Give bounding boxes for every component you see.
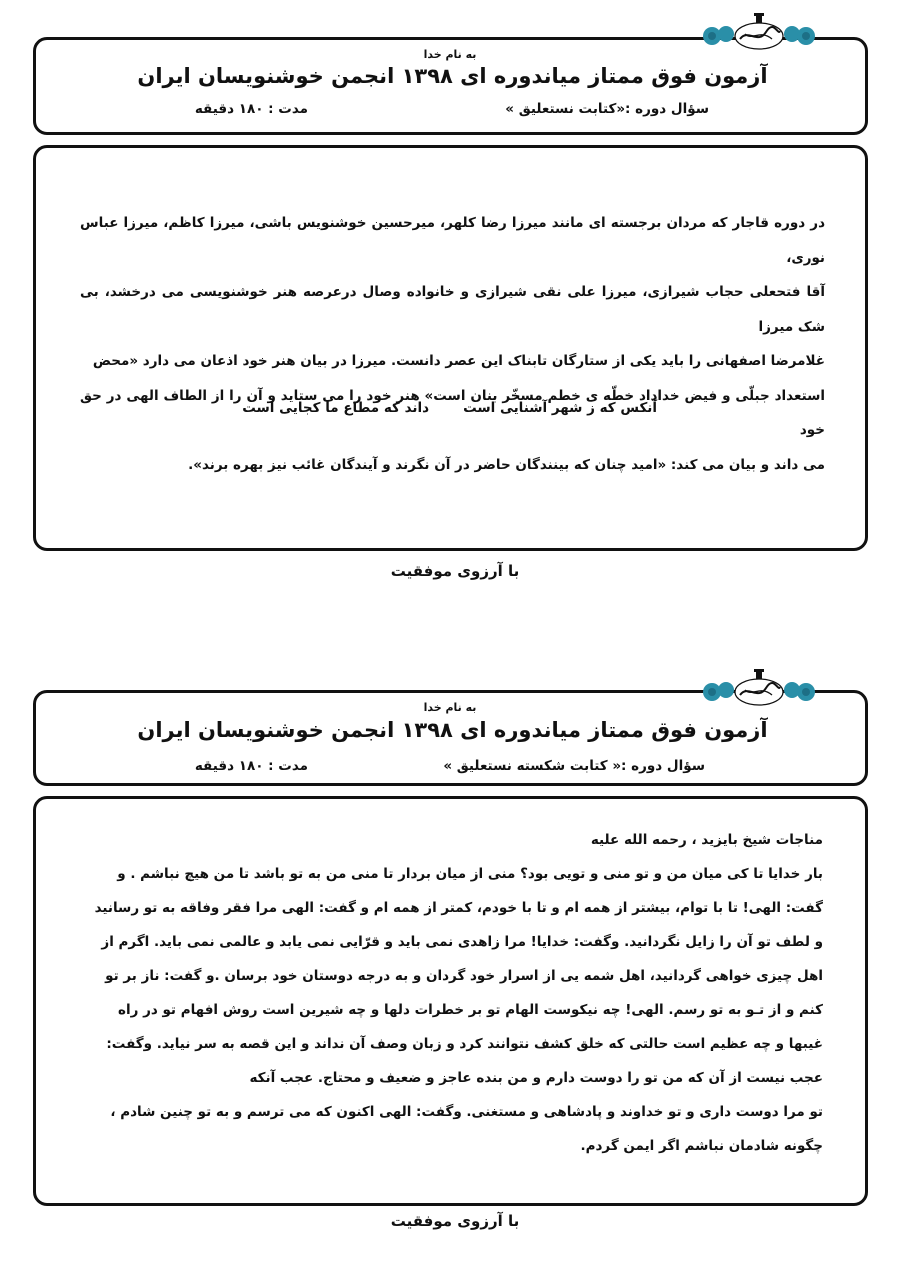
passage-line: عجب نیست از آن که من تو را دوست دارم و من بنده عاجز و ضعیف و محتاج. عجب آنکه xyxy=(249,1070,823,1086)
exam-duration: مدت : ۱۸۰ دقیقه xyxy=(194,101,308,117)
exam-1-passage xyxy=(80,206,825,482)
bismillah: به نام خدا xyxy=(423,701,477,714)
passage-line: بار خدایا تا کی میان من و تو منی و تویی بود؟ منی از میان بردار تا منی من به تو باشد تا من هیچ نباشم . و xyxy=(117,866,823,882)
exam-subject: سؤال دوره :« کتابت شکسته نستعلیق » xyxy=(443,758,705,774)
poem-right-hemistich: آنکس که ز شهر آشنایی است xyxy=(463,400,657,416)
poem-left-hemistich: داند که مطاع ما کجایی است xyxy=(242,400,429,416)
good-luck-note: با آرزوی موفقیت xyxy=(390,562,520,580)
society-logo-icon xyxy=(700,668,818,708)
exam-title: آزمون فوق ممتاز میاندوره ای ۱۳۹۸ انجمن خوشنویسان ایران xyxy=(137,718,768,742)
passage-line: تو مرا دوست داری و تو خداوند و پادشاهی و مستغنی. وگفت: الهی اکنون که می ترسم و به تو چنین شادم ، xyxy=(110,1104,823,1120)
exam-title: آزمون فوق ممتاز میاندوره ای ۱۳۹۸ انجمن خوشنویسان ایران xyxy=(137,64,768,88)
good-luck-note: با آرزوی موفقیت xyxy=(390,1212,520,1230)
passage-heading: مناجات شیخ بایزید ، رحمه الله علیه xyxy=(590,832,823,848)
passage-line: استعداد جبلّی و فیض خداداد خطّه ی خطم مسخّر بنان است» هنر خود را می ستاید و آن را از الطاف الهی در حق خود xyxy=(80,387,825,438)
passage-line: و لطف تو آن را زایل نگردانید. وگفت: خدایا! مرا زاهدی نمی باید و قرّایی نمی یابد و عالمی نمی باید. اگرم از xyxy=(101,934,823,950)
passage-line: گفت: الهی! تا با توام، بیشتر از همه ام و تا با خودم، کمتر از همه ام و گفت: الهی مرا فقر وفاقه به تو رسانید xyxy=(94,900,823,916)
passage-line: غلامرضا اصفهانی را باید یکی از ستارگان تابناک این عصر دانست. میرزا در بیان هنر خود اذعان می دارد «محض xyxy=(92,353,825,369)
passage-line: در دوره قاجار که مردان برجسته ای مانند میرزا رضا کلهر، میرحسین خوشنویس باشی، میرزا کاظم، میرزا عباس نوری، xyxy=(80,215,825,266)
bismillah: به نام خدا xyxy=(423,48,477,61)
exam-duration: مدت : ۱۸۰ دقیقه xyxy=(194,758,308,774)
passage-line: کنم و از تـو به تو رسم. الهی! چه نیکوست الهام تو بر خطرات دلها و چه شیرین است روش افهام تو در راه xyxy=(118,1002,823,1018)
exam-subject: سؤال دوره :«کتابت نستعلیق » xyxy=(505,101,709,117)
passage-line: چگونه شادمان نباشم اگر ایمن گردم. xyxy=(580,1138,823,1154)
passage-line: می داند و بیان می کند: «امید چنان که بینندگان حاضر در آن نگرند و آیندگان غائب نیز بهره برند». xyxy=(188,456,825,473)
passage-line: اهل چیزی خواهی گردانید، اهل شمه یی از اسرار خود گردان و به درجه دوستان خود برسان .و گفت: ناز بر تو xyxy=(105,968,823,984)
passage-line: غیبها و چه عظیم است حالتی که خلق کشف نتوانند کرد و زبان وصف آن نداند و این قصه به سر نیاید. وگفت: xyxy=(106,1036,823,1052)
society-logo-icon xyxy=(700,12,818,52)
exam-2-passage xyxy=(90,823,823,1163)
passage-line: آقا فتحعلی حجاب شیرازی، میرزا علی نقی شیرازی و خانواده وصال درعرصه هنر خوشنویسی می درخشد، بی شک میرزا xyxy=(80,284,825,335)
